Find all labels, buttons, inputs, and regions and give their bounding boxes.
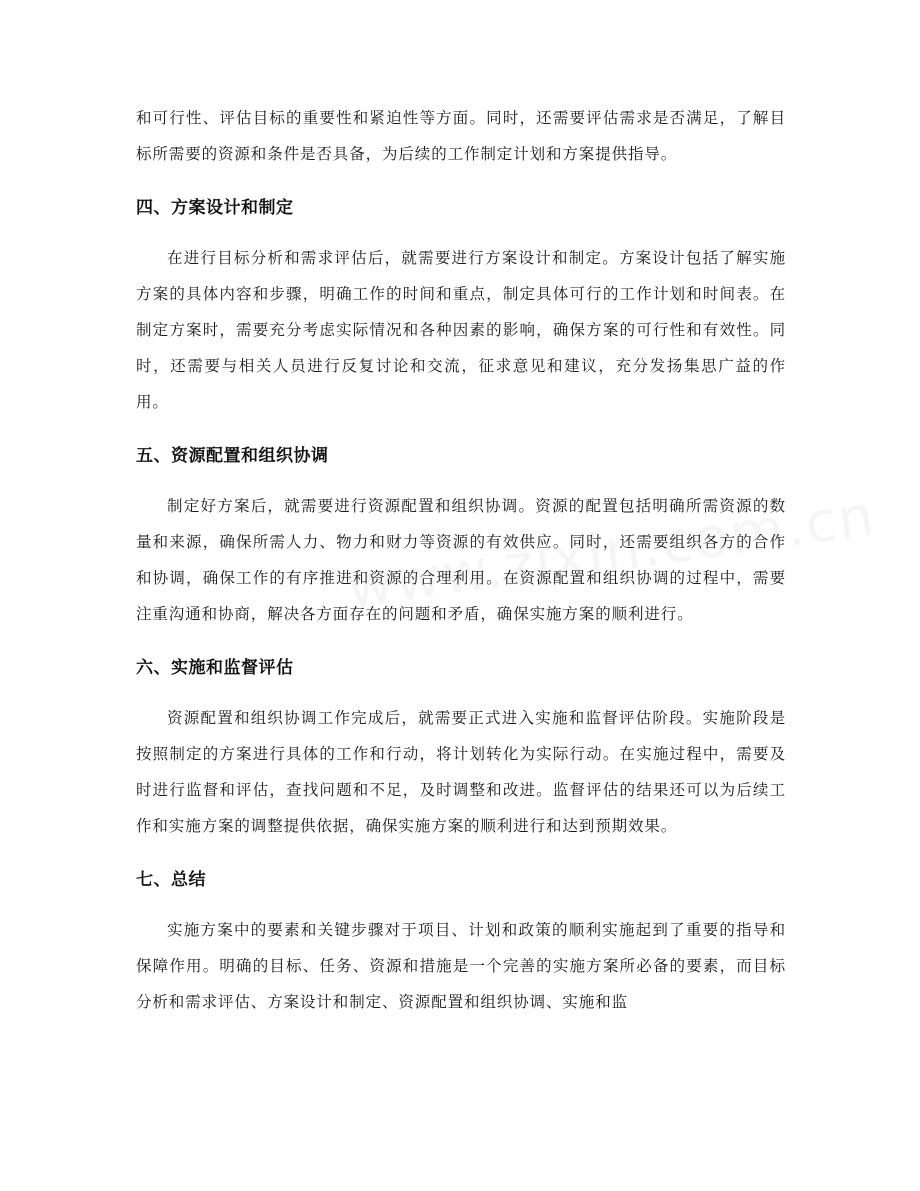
section-heading-5: 五、资源配置和组织协调 [136, 446, 329, 466]
section-body-4: 在进行目标分析和需求评估后，就需要进行方案设计和制定。方案设计包括了解实施方案的具体内容和步骤，明确工作的时间和重点，制定具体可行的工作计划和时间表。在制定方案时，需要充分考虑实际情况和各种因素的影响，确保方案的可行性和有效性。同时，还需要与相关人员进行反复讨论和交流，征求意见和建议，充分发扬集思广益的作用。 [136, 249, 786, 411]
document-page [136, 100, 786, 1020]
section-body-6: 资源配置和组织协调工作完成后，就需要正式进入实施和监督评估阶段。实施阶段是按照制定的方案进行具体的工作和行动，将计划转化为实际行动。在实施过程中，需要及时进行监督和评估，查找问题和不足，及时调整和改进。监督评估的结果还可以为后续工作和实施方案的调整提供依据，确保实施方案的顺利进行和达到预期效果。 [136, 709, 786, 835]
intro-paragraph: 和可行性、评估目标的重要性和紧迫性等方面。同时，还需要评估需求是否满足，了解目标所需要的资源和条件是否具备，为后续的工作制定计划和方案提供指导。 [136, 109, 786, 163]
section-heading-6: 六、实施和监督评估 [136, 658, 294, 678]
section-heading-7: 七、总结 [136, 870, 206, 890]
section-heading-4: 四、方案设计和制定 [136, 198, 294, 218]
section-body-7: 实施方案中的要素和关键步骤对于项目、计划和政策的顺利实施起到了重要的指导和保障作用。明确的目标、任务、资源和措施是一个完善的实施方案所必备的要素，而目标分析和需求评估、方案设计和制定、资源配置和组织协调、实施和监 [136, 921, 786, 1011]
section-body-5: 制定好方案后，就需要进行资源配置和组织协调。资源的配置包括明确所需资源的数量和来源，确保所需人力、物力和财力等资源的有效供应。同时，还需要组织各方的合作和协调，确保工作的有序推进和资源的合理利用。在资源配置和组织协调的过程中，需要注重沟通和协商，解决各方面存在的问题和矛盾，确保实施方案的顺利进行。 [136, 497, 786, 623]
